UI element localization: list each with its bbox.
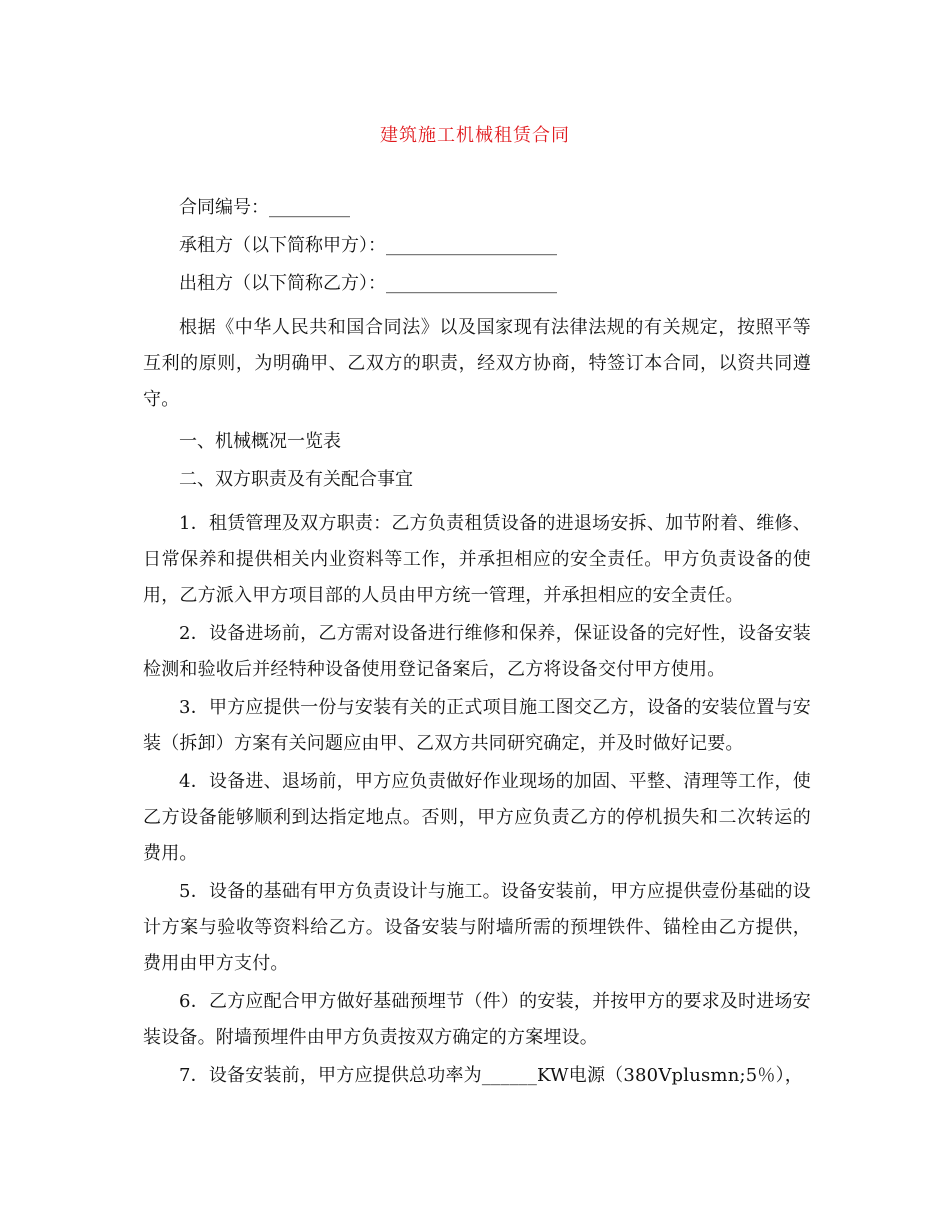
clause-2: 2．设备进场前，乙方需对设备进行维修和保养，保证设备的完好性，设备安装检测和验收后并经特种设备使用登记备案后，乙方将设备交付甲方使用。 [143,623,811,680]
contract-number-field: 合同编号：_________ [179,197,350,218]
intro-paragraph: 根据《中华人民共和国合同法》以及国家现有法律法规的有关规定，按照平等互利的原则，为明确甲、乙双方的职责，经双方协商，特签订本合同，以资共同遵守。 [143,317,811,410]
section-heading-2: 二、双方职责及有关配合事宜 [179,469,413,490]
section-heading-1: 一、机械概况一览表 [179,431,341,452]
clause-5: 5．设备的基础有甲方负责设计与施工。设备安装前，甲方应提供壹份基础的设计方案与验收等资料给乙方。设备安装与附墙所需的预埋铁件、锚栓由乙方提供，费用由甲方支付。 [143,881,811,974]
lessor-field: 出租方（以下简称乙方）：___________________ [179,273,557,294]
lessee-field: 承租方（以下简称甲方）：___________________ [179,235,557,256]
clause-1: 1．租赁管理及双方职责：乙方负责租赁设备的进退场安拆、加节附着、维修、日常保养和提供相关内业资料等工作，并承担相应的安全责任。甲方负责设备的使用，乙方派入甲方项目部的人员由甲方统一管理，并承担相应的安全责任。 [143,513,811,606]
document-body [143,196,811,1096]
clause-3: 3．甲方应提供一份与安装有关的正式项目施工图交乙方，设备的安装位置与安装（拆卸）方案有关问题应由甲、乙双方共同研究确定，并及时做好记要。 [143,697,811,754]
clause-4: 4．设备进、退场前，甲方应负责做好作业现场的加固、平整、清理等工作，使乙方设备能够顺利到达指定地点。否则，甲方应负责乙方的停机损失和二次转运的费用。 [143,771,811,864]
document-title: 建筑施工机械租赁合同 [380,125,570,146]
clause-6: 6．乙方应配合甲方做好基础预埋节（件）的安装，并按甲方的要求及时进场安装设备。附墙预埋件由甲方负责按双方确定的方案埋设。 [143,991,811,1048]
clause-7: 7．设备安装前，甲方应提供总功率为______KW电源（380Vplusmn;5％）， [179,1065,803,1086]
